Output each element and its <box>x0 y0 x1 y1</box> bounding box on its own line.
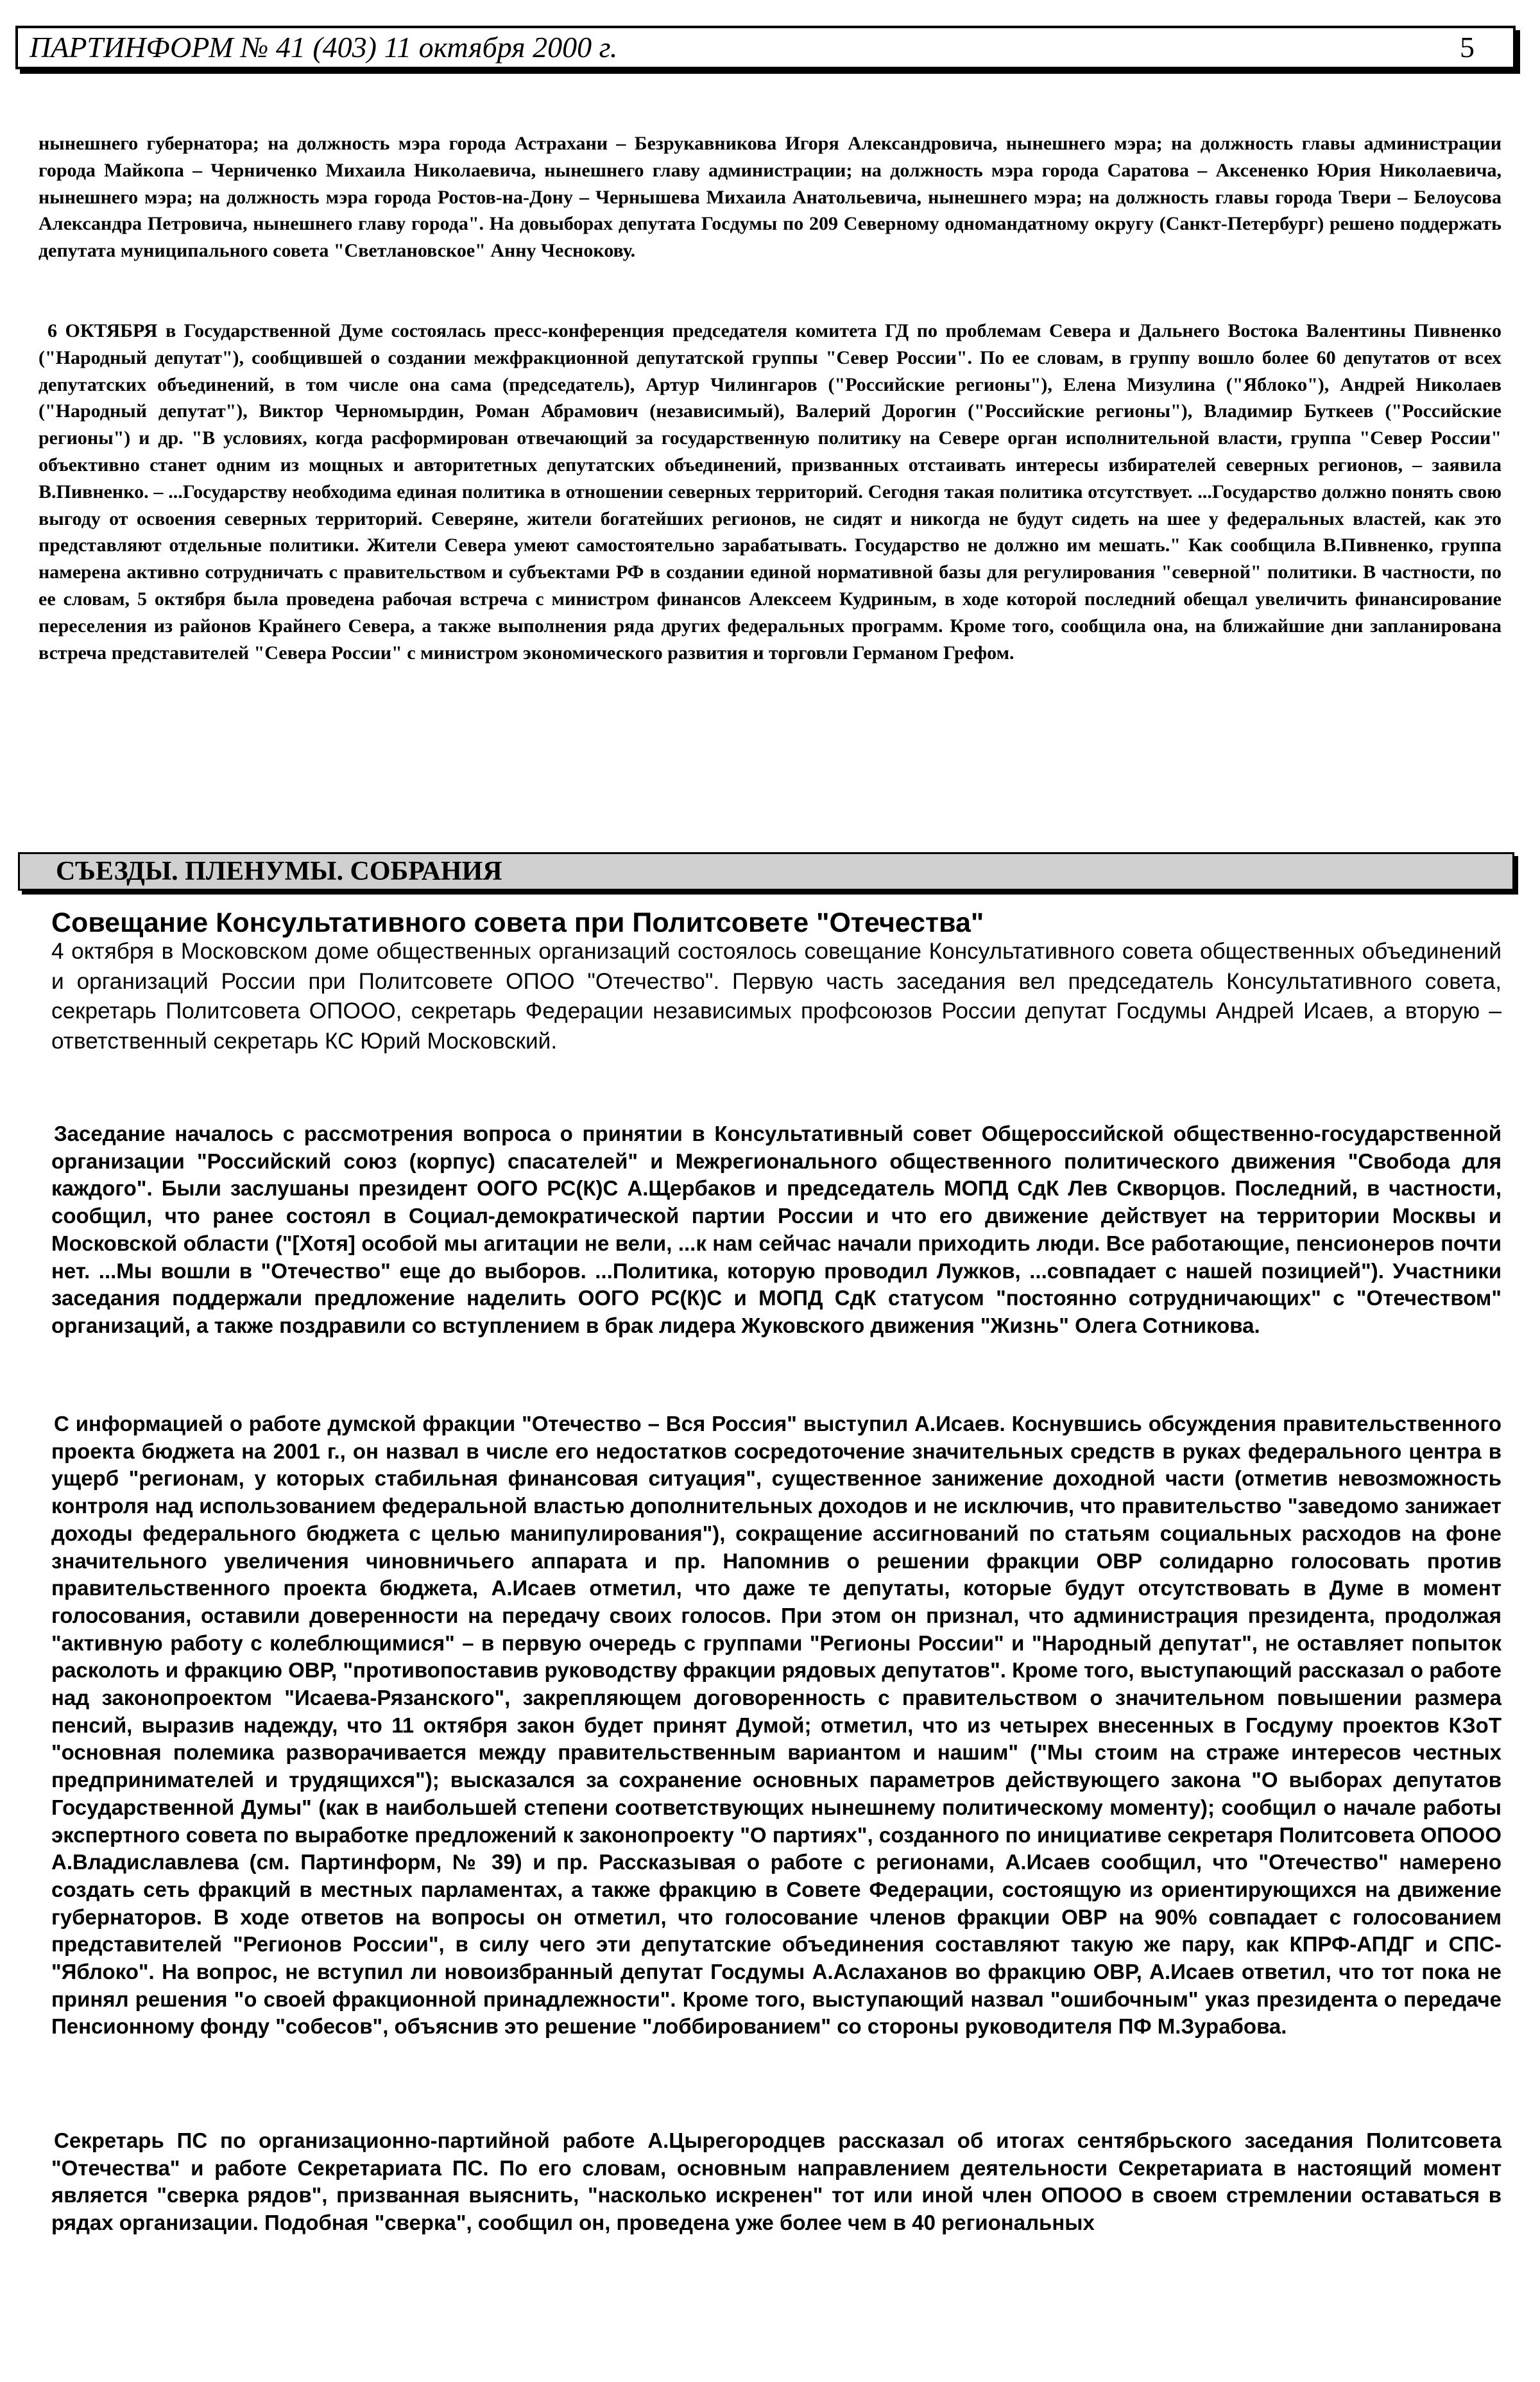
article-title: Совещание Консультативного совета при Политсовете "Отечества" <box>51 907 984 938</box>
article-lead: 4 октября в Московском доме общественных организаций состоялось совещание Консультативного совета общественных объединений и организаций России при Политсовете ОПОО "Отечество". Первую часть заседания вел председатель Консультативного совета, секретарь Политсовета ОПООО, секретарь Федерации независимых профсоюзов России депутат Госдумы Андрей Исаев, а вторую – ответственный секретарь КС Юрий Московский. <box>51 939 1502 1054</box>
page-header <box>15 26 1516 69</box>
north-russia-paragraph: 6 ОКТЯБРЯ в Государственной Думе состоялась пресс-конференция председателя комитета ГД по проблемам Севера и Дальнего Востока Валентины Пивненко ("Народный депутат"), сообщившей о создании межфракционной депутатской группы "Север России". По ее словам, в группу вошло более 60 депутатов от всех депутатских объединений, в том числе она сама (председатель), Артур Чилингаров ("Российские регионы"), Елена Мизулина ("Яблоко"), Андрей Николаев ("Народный депутат"), Виктор Черномырдин, Роман Абрамович (независимый), Валерий Дорогин ("Российские регионы"), Владимир Буткеев ("Российские регионы") и др. "В условиях, когда расформирован отвечающий за государственную политику на Севере орган исполнительной власти, группа "Север России" объективно станет одним из мощных и авторитетных депутатских объединений, призванных отстаивать интересы избирателей северных регионов, – заявила В.Пивненко. – ...Государству необходима единая политика в отношении северных территорий. Сегодня такая политика отсутствует. ...Государство должно понять свою выгоду от освоения северных территорий. Северяне, жители богатейших регионов, не сидят и никогда не будут сидеть на шее у федеральных властей, как это представляют отдельные политики. Жители Севера умеют самостоятельно зарабатывать. Государство не должно им мешать." Как сообщила В.Пивненко, группа намерена активно сотрудничать с правительством и субъектами РФ в создании единой нормативной базы для регулирования "северной" политики. В частности, по ее словам, 5 октября была проведена рабочая встреча с министром финансов Алексеем Кудриным, в ходе которой последний обещал увеличить финансирование переселения из районов Крайнего Севера, а также выполнения ряда других федеральных программ. Кроме того, сообщила она, на ближайшие дни запланирована встреча представителей "Севера России" с министром экономического развития и торговли Германом Грефом. <box>38 320 1502 664</box>
governor-election-paragraph: нынешнего губернатора; на должность мэра города Астрахани – Безрукавникова Игоря Александровича, нынешнего мэра; на должность главы администрации города Майкопа – Черниченко Михаила Николаевича, нынешнего главу администрации; на должность мэра города Саратова – Аксененко Юрия Николаевича, нынешнего мэра; на должность мэра города Ростов-на-Дону – Чернышева Михаила Анатольевича, нынешнего мэра; на должность главы города Твери – Белоусова Александра Петровича, нынешнего главу города". На довыборах депутата Госдумы по 209 Северному одномандатному округу (Санкт-Петербург) решено поддержать депутата муниципального совета "Светлановское" Анну Чеснокову. <box>38 133 1502 262</box>
article-paragraph: С информацией о работе думской фракции "Отечество – Вся Россия" выступил А.Исаев. Коснувшись обсуждения правительственного проекта бюджета на 2001 г., он назвал в числе его недостатков сосредоточение значительных средств в руках федерального центра в ущерб "регионам, у которых стабильная финансовая ситуация", существенное занижение доходной части (отметив невозможность контроля над использованием федеральной властью дополнительных доходов и не исключив, что правительство "заведомо занижает доходы федерального бюджета с целью манипулирования"), сокращение ассигнований по статьям социальных расходов на фоне значительного увеличения чиновничьего аппарата и пр. Напомнив о решении фракции ОВР солидарно голосовать против правительственного проекта бюджета, А.Исаев отметил, что даже те депутаты, которые будут отсутствовать в Думе в момент голосования, оставили доверенности на передачу своих голосов. При этом он признал, что администрация президента, продолжая "активную работу с колеблющимися" – в первую очередь с группами "Регионы России" и "Народный депутат", не оставляет попыток расколоть и фракцию ОВР, "противопоставив руководству фракции рядовых депутатов". Кроме того, выступающий рассказал о работе над законопроектом "Исаева-Рязанского", закрепляющем договоренность с правительством о значительном повышении размера пенсий, выразив надежду, что 11 октября закон будет принят Думой; отметил, что из четырех внесенных в Госдуму проектов КЗоТ "основная полемика разворачивается между правительственным вариантом и нашим" ("Мы стоим на страже интересов честных предпринимателей и трудящихся"); высказался за сохранение основных параметров действующего закона "О выборах депутатов Государственной Думы" (как в наибольшей степени соответствующих нынешнему политическому моменту); сообщил о начале работы экспертного совета по выработке предложений к законопроекту "О партиях", созданного по инициативе секретаря Политсовета ОПООО А.Владиславлева (см. Партинформ, № 39) и пр. Рассказывая о работе с регионами, А.Исаев сообщил, что "Отечество" намерено создать сеть фракций в местных парламентах, а также фракцию в Совете Федерации, состоящую из ориентирующихся на движение губернаторов. В ходе ответов на вопросы он отметил, что голосование членов фракции ОВР на 90% совпадает с голосованием представителей "Регионов России", в силу чего эти депутатские объединения составляют такую же пару, как КПРФ-АПДГ и СПС-"Яблоко". На вопрос, не вступил ли новоизбранный депутат Госдумы А.Аслаханов во фракцию ОВР, А.Исаев ответил, что тот пока не принял решения "о своей фракционной принадлежности". Кроме того, выступающий назвал "ошибочным" указ президента о передаче Пенсионному фонду "собесов", объяснив это решение "лоббированием" со стороны руководителя ПФ М.Зурабова. <box>51 1412 1502 2039</box>
publication-title: ПАРТИНФОРМ № 41 (403) 11 октября 2000 г. <box>30 31 618 64</box>
section-heading <box>18 852 1514 891</box>
article-paragraph: Секретарь ПС по организационно-партийной работе А.Цырегородцев рассказал об итогах сентябрьского заседания Политсовета "Отечества" и работе Секретариата ПС. По его словам, основным направлением деятельности Секретариата в настоящий момент является "сверка рядов", призванная выяснить, "насколько искренен" тот или иной член ОПООО в своем стремлении оставаться в рядах организации. Подобная "сверка", сообщил он, проведена уже более чем в 40 региональных <box>51 2129 1502 2235</box>
article-paragraph: Заседание началось с рассмотрения вопроса о принятии в Консультативный совет Общероссийской общественно-государственной организации "Российский союз (корпус) спасателей" и Межрегионального общественного политического движения "Свобода для каждого". Были заслушаны президент ООГО РС(К)С А.Щербаков и председатель МОПД СдК Лев Скворцов. Последний, в частности, сообщил, что ранее состоял в Социал-демократической партии России и что его движение действует на территории Москвы и Московской области ("[Хотя] особой мы агитации не вели, ...к нам сейчас начали приходить люди. Все работающие, пенсионеров почти нет. ...Мы вошли в "Отечество" еще до выборов. ...Политика, которую проводил Лужков, ...совпадает с нашей позицией"). Участники заседания поддержали предложение наделить ООГО РС(К)С и МОПД СдК статусом "постоянно сотрудничающих" с "Отечеством" организаций, а также поздравили со вступлением в брак лидера Жуковского движения "Жизнь" Олега Сотникова. <box>51 1122 1502 1337</box>
page-number: 5 <box>1460 31 1475 64</box>
section-title: СЪЕЗДЫ. ПЛЕНУМЫ. СОБРАНИЯ <box>56 857 502 886</box>
